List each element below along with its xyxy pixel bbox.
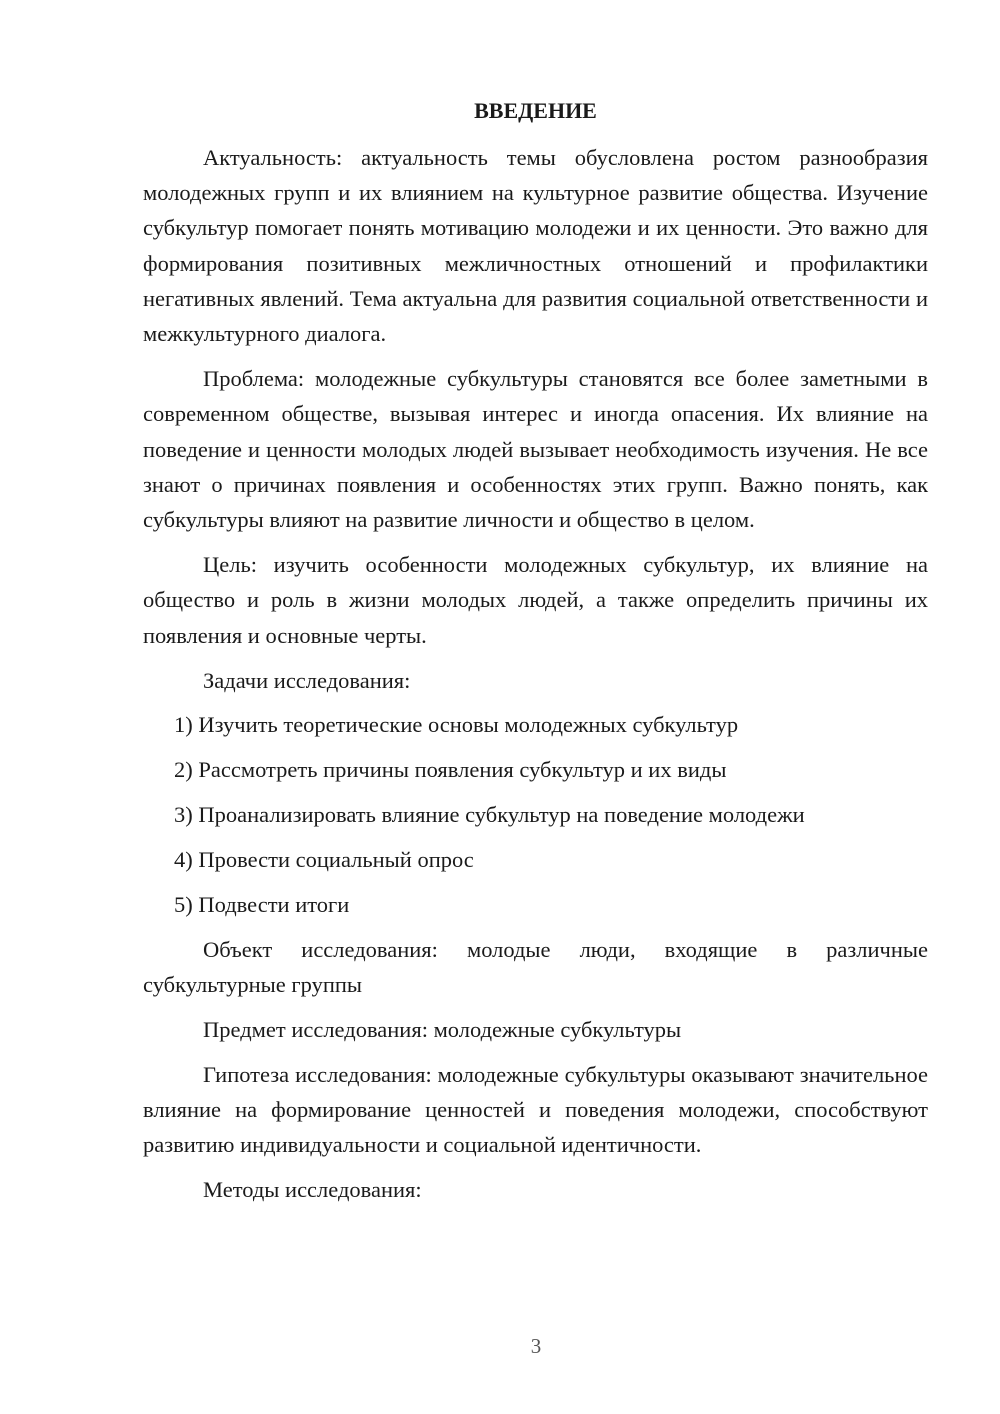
page-number: 3	[530, 1334, 542, 1358]
relevance-paragraph: Актуальность: актуальность темы обусловлена ростом разнообразия молодежных групп и их влиянием на культурное развитие общества. Изучение субкультур помогает понять мотивацию молодежи и их ценности. Это важно для формирования позитивных межличностных отношений и профилактики негативных явлений. Тема актуальна для развития социальной ответственности и межкультурного диалога.	[143, 145, 928, 347]
tasks-list	[143, 707, 928, 922]
subject-paragraph: Предмет исследования: молодежные субкультуры	[203, 1017, 682, 1043]
task-item: 4) Провести социальный опрос	[174, 847, 474, 873]
tasks-heading: Задачи исследования:	[203, 667, 411, 693]
task-item: 2) Рассмотреть причины появления субкультур и их виды	[174, 757, 727, 783]
goal-paragraph: Цель: изучить особенности молодежных субкультур, их влияние на общество и роль в жизни молодых людей, а также определить причины их появления и основные черты.	[143, 552, 928, 648]
methods-heading: Методы исследования:	[203, 1177, 422, 1203]
page-content	[143, 94, 928, 1216]
problem-paragraph: Проблема: молодежные субкультуры становятся все более заметными в современном обществе, вызывая интерес и иногда опасения. Их влияние на поведение и ценности молодых людей вызывает необходимость изучения. Не все знают о причинах появления и особенностях этих групп. Важно понять, как субкультуры влияют на развитие личности и общество в целом.	[143, 366, 928, 533]
task-item: 3) Проанализировать влияние субкультур на поведение молодежи	[174, 802, 805, 828]
hypothesis-paragraph: Гипотеза исследования: молодежные субкультуры оказывают значительное влияние на формирование ценностей и поведения молодежи, способствуют развитию индивидуальности и социальной идентичности.	[143, 1061, 928, 1158]
object-paragraph: Объект исследования: молодые люди, входящие в различные субкультурные группы	[143, 937, 928, 998]
task-item: 5) Подвести итоги	[174, 892, 350, 918]
task-item: 1) Изучить теоретические основы молодежных субкультур	[174, 712, 739, 738]
section-title: ВВЕДЕНИЕ	[474, 98, 597, 123]
